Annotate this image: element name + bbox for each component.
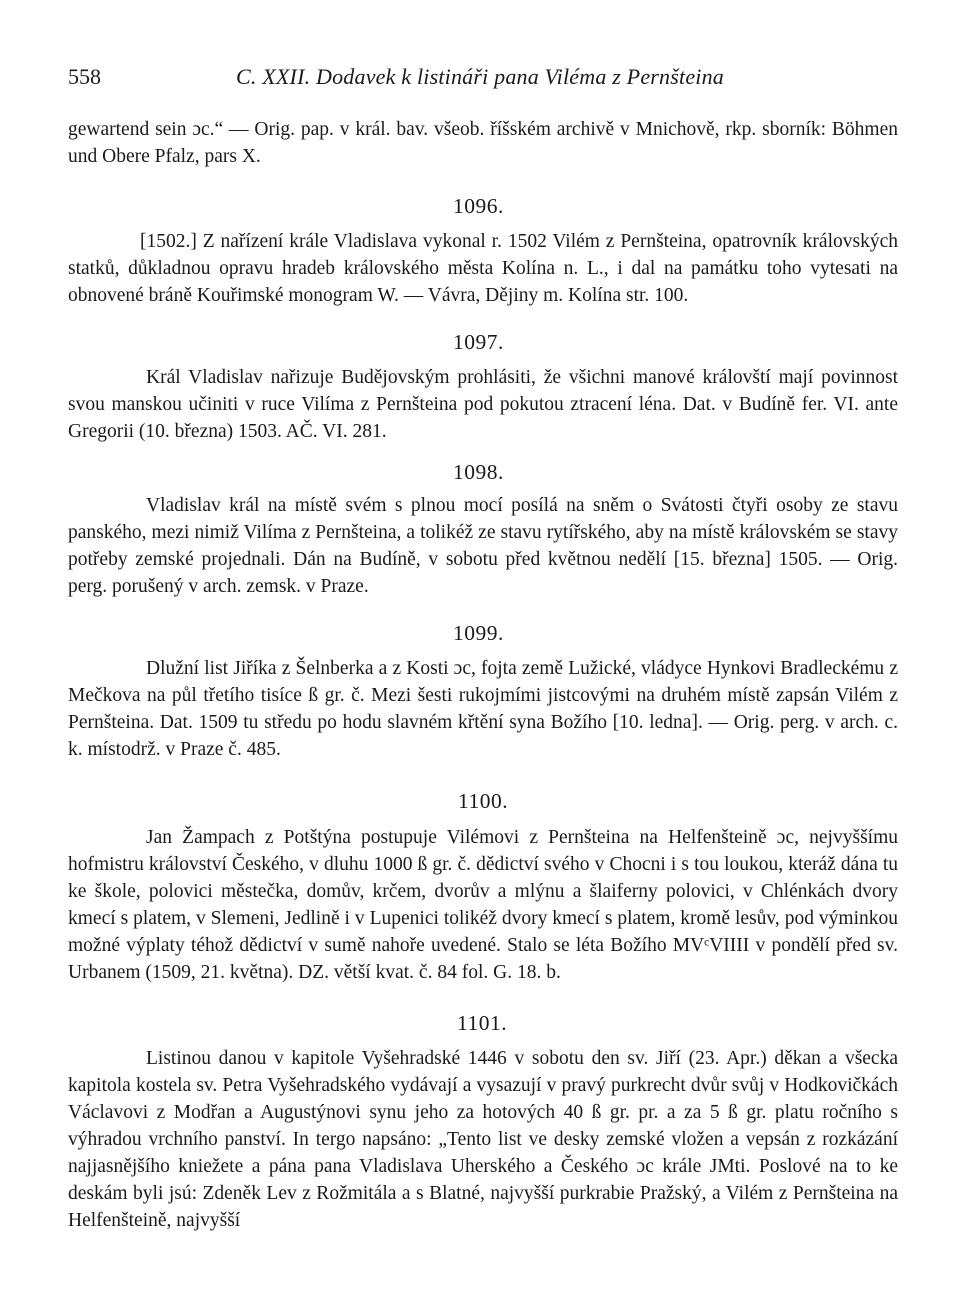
page-number: 558 [68,64,101,89]
entry-text: Listinou danou v kapitole Vyšehradské 1446 v sobotu den sv. Jiří (23. Apr.) děkan a všecka kapitola kostela sv. Petra Vyšehradského vydávají a vysazují v pravý purkrecht dvůr svůj v Hodkovičkách Václavovi z Modřan a Augustýnovi synu jeho za hotových 40 ß gr. pr. a za 5 ß gr. platu ročního s výhradou vrchního panství. In tergo napsáno: „Tento list ve desky zemské vložen a vepsán z rozkázání najjasnějšího kniežete a pána pana Vladislava Uherského a Českého ɔc krále JMti. Poslové na to ke deskám byli jsú: Zdeněk Lev z Rožmitála a s Blatné, najvyšší purkrabie Pražský, a Vilém z Pernšteina na Helfenšteině, najvyšší [68,1048,898,1231]
entry-text: Vladislav král na místě svém s plnou mocí posílá na sněm o Svátosti čtyři osoby ze stavu panského, mezi nimiž Vilíma z Pernšteina, a tolikéž ze stavu rytířského, aby na místě královském se stavy potřeby zemské projednali. Dán na Budíně, v sobotu před květnou nedělí [15. března] 1505. — Orig. perg. porušený v arch. zemsk. v Praze. [68,495,898,597]
entry-number: 1101. [457,1011,508,1035]
running-head: C. XXII. Dodavek k listináři pana Viléma z Pernšteina [236,64,724,89]
page-header [68,64,896,94]
entry-number: 1096. [453,194,504,218]
entry-text: Jan Žampach z Potštýna postupuje Vilémovi z Pernšteina na Helfenšteině ɔc, nejvyššímu hofmistru království Českého, v dluhu 1000 ß gr. č. dědictví svého v Chocni i s tou loukou, kteráž dána tu ke škole, polovici městečka, domův, krčem, dvorův a mlýnu a šlaiferny polovici, v Chlénkách dvory kmecí s platem, v Slemeni, Jedlině i v Lupenici tolikéž dvory kmecí s platem, kromě lesův, pod výminkou možné výplaty téhož dědictví v sumě nahoře uvedené. Stalo se léta Božího MVᶜVIIII v pondělí před sv. Urbanem (1509, 21. května). DZ. větší kvat. č. 84 fol. G. 18. b. [68,827,898,983]
entry-number: 1097. [453,330,504,354]
entry-text: [1502.] Z nařízení krále Vladislava vykonal r. 1502 Vilém z Pernšteina, opatrovník královských statků, důkladnou opravu hradeb královského města Kolína n. L., i dal na památku toho vytesati na obnovené bráně Kouřimské monogram W. — Vávra, Dějiny m. Kolína str. 100. [68,231,898,306]
entry-number: 1100. [458,789,509,813]
entry-text: Král Vladislav nařizuje Budějovským prohlásiti, že všichni manové královští mají povinnost svou manskou učiniti v ruce Vilíma z Pernšteina pod pokutou ztracení léna. Dat. v Budíně fer. VI. ante Gregorii (10. března) 1503. AČ. VI. 281. [68,367,898,442]
continuation-paragraph: gewartend sein ɔc.“ — Orig. pap. v král. bav. všeob. říšském archivě v Mnichově, rkp. sborník: Böhmen und Obere Pfalz, pars X. [68,119,898,167]
entry-number: 1098. [453,460,504,484]
entry-number: 1099. [453,621,504,645]
entry-text: Dlužní list Jiříka z Šelnberka a z Kosti ɔc, fojta země Lužické, vládyce Hynkovi Bradleckému z Mečkova na půl třetího tisíce ß gr. č. Mezi šesti rukojmími jistcovými na druhém místě zapsán Vilém z Pernšteina. Dat. 1509 tu středu po hodu slavném křtění syna Božího [10. ledna]. — Orig. perg. v arch. c. k. místodrž. v Praze č. 485. [68,658,898,760]
